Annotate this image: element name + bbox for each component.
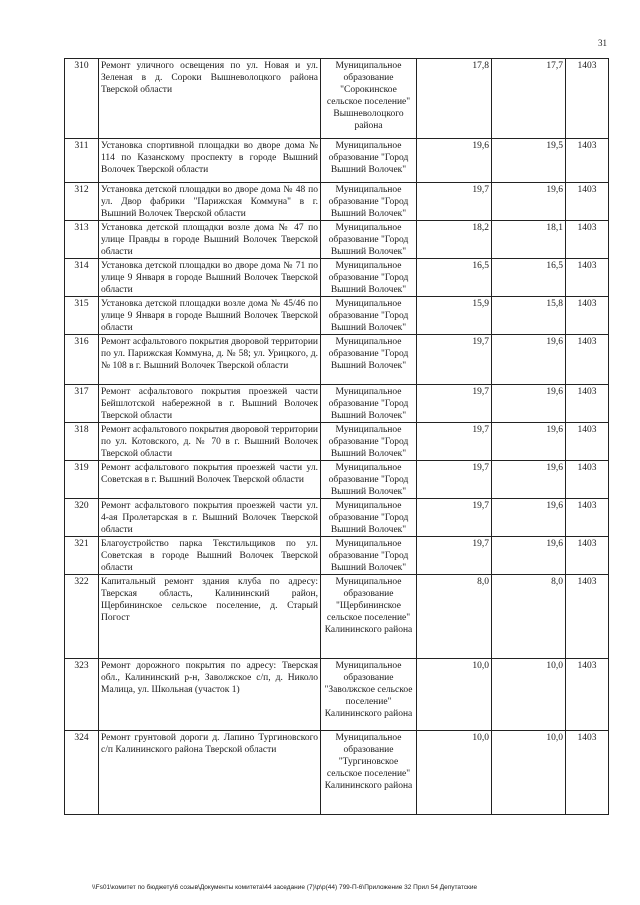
budget-code-cell: 1403 [566,385,609,423]
amount-planned-cell: 10,0 [417,731,492,815]
table-row [65,297,609,335]
table-row [65,499,609,537]
budget-code-cell: 1403 [566,499,609,537]
budget-code-cell: 1403 [566,575,609,659]
table-row [65,59,609,139]
amount-allocated-cell: 19,6 [492,537,566,575]
row-number-cell: 313 [65,221,99,259]
amount-planned-cell: 19,7 [417,335,492,385]
budget-code-cell: 1403 [566,297,609,335]
project-title-cell: Установка детской площадки во дворе дома № 71 по улице 9 Января в городе Вышний Волочек Тверской области [99,259,321,297]
table-row [65,537,609,575]
table-row [65,461,609,499]
project-title-cell: Ремонт асфальтового покрытия проезжей части Бейшлотской набережной в г. Вышний Волочек Тверской области [99,385,321,423]
project-title-cell: Благоустройство парка Текстильщиков по ул. Советская в городе Вышний Волочек Тверской области [99,537,321,575]
project-title-cell: Ремонт асфальтового покрытия дворовой территории по ул. Парижская Коммуна, д. № 58; ул. Урицкого, д. № 108 в г. Вышний Волочек Тверской области [99,335,321,385]
row-number-cell: 319 [65,461,99,499]
amount-planned-cell: 19,6 [417,139,492,183]
amount-allocated-cell: 10,0 [492,659,566,731]
row-number-cell: 316 [65,335,99,385]
row-number-cell: 324 [65,731,99,815]
project-title-cell: Ремонт грунтовой дороги д. Лапино Тургиновского с/п Калининского района Тверской области [99,731,321,815]
amount-planned-cell: 10,0 [417,659,492,731]
amount-allocated-cell: 10,0 [492,731,566,815]
municipality-cell: Муниципальное образование "Город Вышний Волочек" [321,423,417,461]
table-row [65,139,609,183]
row-number-cell: 323 [65,659,99,731]
amount-planned-cell: 19,7 [417,537,492,575]
amount-allocated-cell: 15,8 [492,297,566,335]
amount-planned-cell: 8,0 [417,575,492,659]
amount-planned-cell: 19,7 [417,423,492,461]
amount-allocated-cell: 19,6 [492,499,566,537]
project-title-cell: Установка детской площадки возле дома № 45/46 по улице 9 Января в городе Вышний Волочек Тверской области [99,297,321,335]
budget-code-cell: 1403 [566,461,609,499]
budget-code-cell: 1403 [566,659,609,731]
row-number-cell: 320 [65,499,99,537]
amount-allocated-cell: 18,1 [492,221,566,259]
amount-allocated-cell: 16,5 [492,259,566,297]
amount-allocated-cell: 17,7 [492,59,566,139]
municipality-cell: Муниципальное образование "Сорокинское сельское поселение" Вышневолоцкого района [321,59,417,139]
project-title-cell: Ремонт уличного освещения по ул. Новая и ул. Зеленая в д. Сороки Вышневолоцкого района Тверской области [99,59,321,139]
row-number-cell: 311 [65,139,99,183]
file-path-footer: \\Fs01\комитет по бюджету\6 созыв\Документы комитета\44 заседание (7)\р\р(44) 799-П-6\Приложение 32 Прил 54 Депутатские [92,884,478,891]
budget-code-cell: 1403 [566,221,609,259]
amount-planned-cell: 19,7 [417,461,492,499]
amount-planned-cell: 19,7 [417,385,492,423]
amount-allocated-cell: 19,6 [492,423,566,461]
amount-allocated-cell: 19,6 [492,335,566,385]
row-number-cell: 317 [65,385,99,423]
budget-code-cell: 1403 [566,731,609,815]
table-row [65,259,609,297]
table-row [65,575,609,659]
table-row [65,183,609,221]
table-row [65,423,609,461]
amount-planned-cell: 18,2 [417,221,492,259]
row-number-cell: 321 [65,537,99,575]
municipality-cell: Муниципальное образование "Город Вышний Волочек" [321,221,417,259]
amount-planned-cell: 17,8 [417,59,492,139]
row-number-cell: 312 [65,183,99,221]
municipality-cell: Муниципальное образование "Тургиновское сельское поселение" Калининского района [321,731,417,815]
municipality-cell: Муниципальное образование "Город Вышний Волочек" [321,461,417,499]
project-title-cell: Капитальный ремонт здания клуба по адресу: Тверская область, Калининский район, Щербининское сельское поселение, д. Старый Погост [99,575,321,659]
municipality-cell: Муниципальное образование "Город Вышний Волочек" [321,385,417,423]
municipality-cell: Муниципальное образование "Город Вышний Волочек" [321,335,417,385]
municipality-cell: Муниципальное образование "Город Вышний Волочек" [321,297,417,335]
budget-code-cell: 1403 [566,537,609,575]
municipality-cell: Муниципальное образование "Город Вышний Волочек" [321,499,417,537]
table-row [65,659,609,731]
project-title-cell: Ремонт асфальтового покрытия проезжей части ул. 4-ая Пролетарская в г. Вышний Волочек Тверской области [99,499,321,537]
row-number-cell: 322 [65,575,99,659]
project-title-cell: Установка детской площадки возле дома № 47 по улице Правды в городе Вышний Волочек Тверской области [99,221,321,259]
project-title-cell: Ремонт асфальтового покрытия дворовой территории по ул. Котовского, д. № 70 в г. Вышний Волочек Тверской области [99,423,321,461]
row-number-cell: 318 [65,423,99,461]
amount-allocated-cell: 8,0 [492,575,566,659]
municipality-cell: Муниципальное образование "Город Вышний Волочек" [321,259,417,297]
amount-allocated-cell: 19,5 [492,139,566,183]
budget-code-cell: 1403 [566,259,609,297]
amount-allocated-cell: 19,6 [492,183,566,221]
project-title-cell: Ремонт асфальтового покрытия проезжей части ул. Советская в г. Вышний Волочек Тверской области [99,461,321,499]
municipality-cell: Муниципальное образование "Город Вышний Волочек" [321,139,417,183]
project-title-cell: Ремонт дорожного покрытия по адресу: Тверская обл., Калининский р-н, Заволжское с/п, д. Николо Малица, ул. Школьная (участок 1) [99,659,321,731]
row-number-cell: 315 [65,297,99,335]
allocation-table [64,58,609,815]
budget-code-cell: 1403 [566,139,609,183]
table-row [65,221,609,259]
amount-planned-cell: 19,7 [417,499,492,537]
amount-planned-cell: 19,7 [417,183,492,221]
amount-allocated-cell: 19,6 [492,385,566,423]
municipality-cell: Муниципальное образование "Щербининское сельское поселение" Калининского района [321,575,417,659]
table-row [65,335,609,385]
municipality-cell: Муниципальное образование "Город Вышний Волочек" [321,183,417,221]
budget-code-cell: 1403 [566,59,609,139]
municipality-cell: Муниципальное образование "Заволжское сельское поселение" Калининского района [321,659,417,731]
amount-planned-cell: 16,5 [417,259,492,297]
page-number: 31 [598,38,607,48]
row-number-cell: 310 [65,59,99,139]
amount-planned-cell: 15,9 [417,297,492,335]
project-title-cell: Установка детской площадки во дворе дома № 48 по ул. Двор фабрики "Парижская Коммуна" в г. Вышний Волочек Тверской области [99,183,321,221]
amount-allocated-cell: 19,6 [492,461,566,499]
budget-code-cell: 1403 [566,335,609,385]
project-title-cell: Установка спортивной площадки во дворе дома № 114 по Казанскому проспекту в городе Вышний Волочек Тверской области [99,139,321,183]
table-row [65,385,609,423]
budget-code-cell: 1403 [566,423,609,461]
row-number-cell: 314 [65,259,99,297]
budget-code-cell: 1403 [566,183,609,221]
municipality-cell: Муниципальное образование "Город Вышний Волочек" [321,537,417,575]
table-row [65,731,609,815]
